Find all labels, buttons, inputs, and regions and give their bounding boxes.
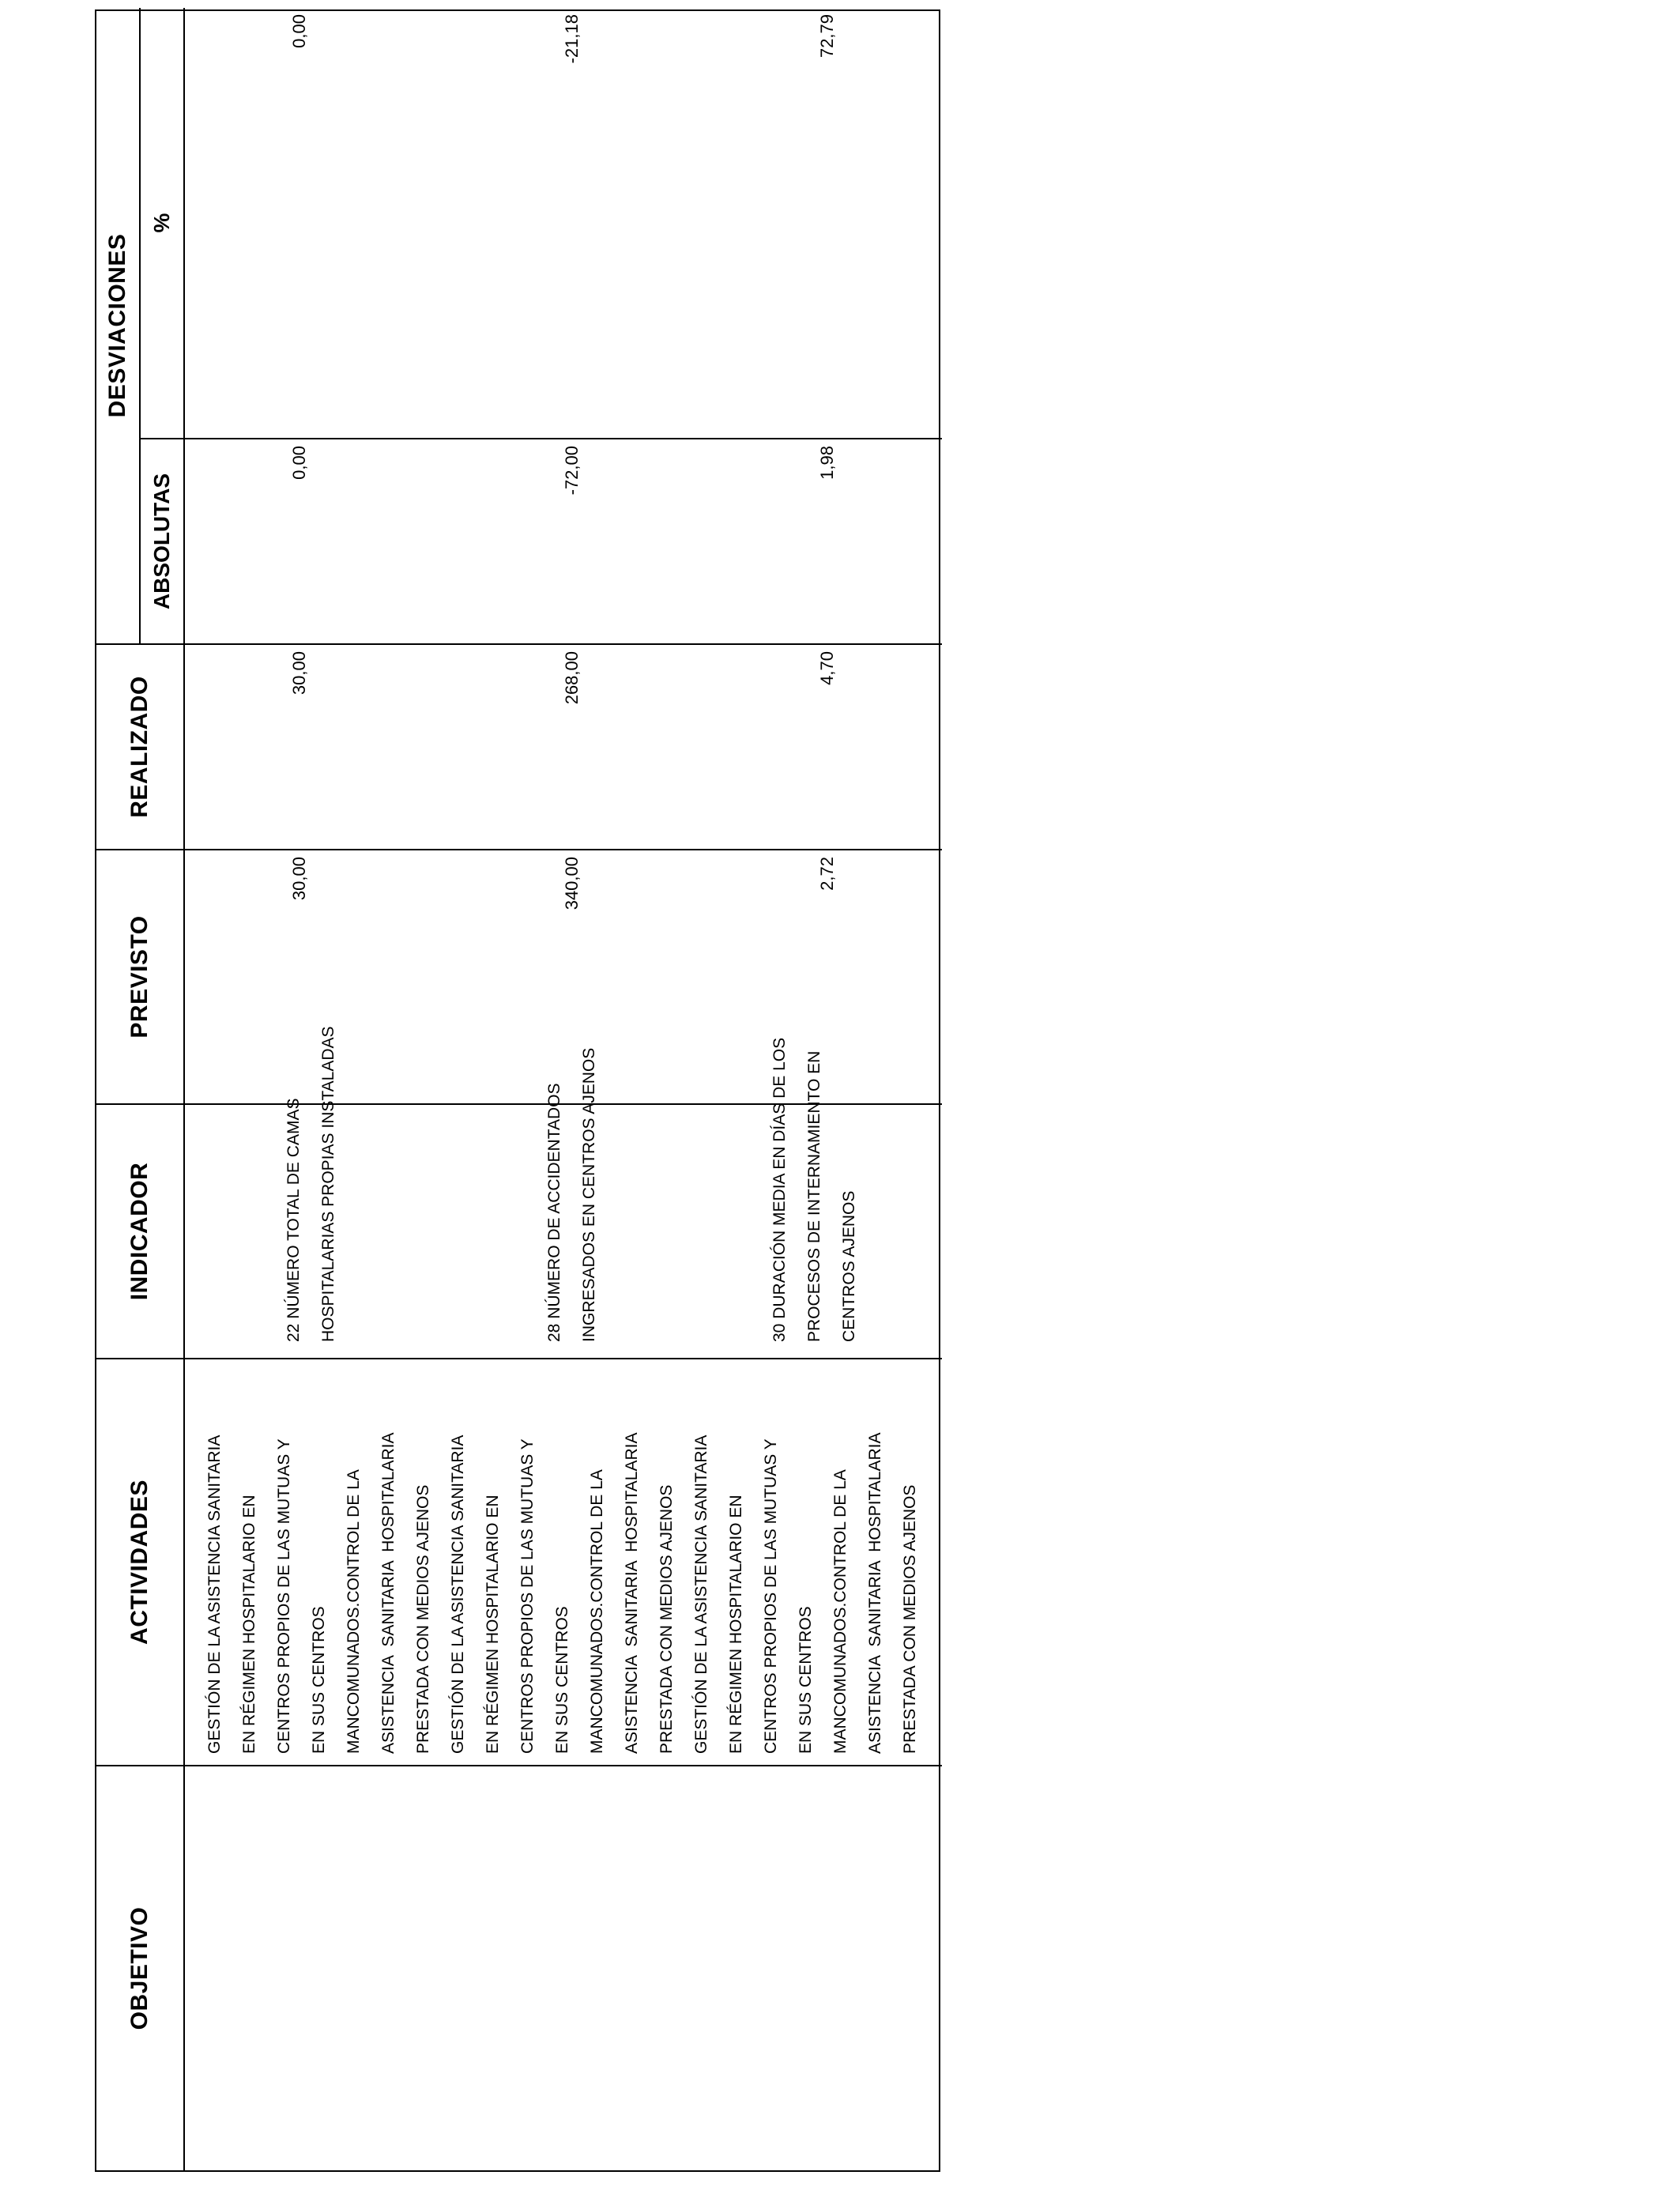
- text-line: 30 DURACIÓN MEDIA EN DÍAS DE LOS: [770, 1037, 789, 1342]
- text-line: 22 NÚMERO TOTAL DE CAMAS: [284, 1098, 303, 1342]
- text-line: MANCOMUNADOS.CONTROL DE LA: [588, 1469, 606, 1754]
- previsto-value: 340,00: [562, 857, 582, 910]
- body-realizado: [185, 643, 942, 849]
- header-indicador-label: INDICADOR: [126, 1162, 153, 1301]
- porcentaje-value: -21,18: [562, 14, 582, 64]
- text-line: PRESTADA CON MEDIOS AJENOS: [901, 1484, 919, 1754]
- header-porcentaje: [141, 8, 183, 438]
- body-porcentaje: [185, 8, 942, 438]
- actividades-text: [198, 1433, 928, 1755]
- text-line: EN RÉGIMEN HOSPITALARIO EN: [727, 1495, 745, 1754]
- header-porcentaje-label: %: [149, 213, 174, 233]
- body-desviaciones: [185, 8, 942, 643]
- header-actividades: [96, 1358, 185, 1765]
- text-line: ASISTENCIA SANITARIA HOSPITALARIA: [866, 1432, 884, 1754]
- porcentaje-value: 0,00: [289, 14, 309, 48]
- absolutas-value: 0,00: [289, 446, 309, 480]
- text-line: CENTROS PROPIOS DE LAS MUTUAS Y: [518, 1438, 537, 1754]
- realizado-value: 4,70: [817, 651, 837, 685]
- header-desviaciones-sub: [141, 8, 185, 643]
- rotated-table-sheet: [95, 9, 940, 2172]
- header-realizado: [96, 643, 185, 849]
- realizado-value: 30,00: [289, 651, 309, 696]
- text-line: HOSPITALARIAS PROPIAS INSTALADAS: [319, 1026, 337, 1342]
- header-previsto: [96, 849, 185, 1103]
- porcentaje-value: 72,79: [817, 14, 837, 58]
- previsto-value: 30,00: [289, 857, 309, 901]
- body-previsto: [185, 849, 942, 1103]
- header-actividades-label: ACTIVIDADES: [126, 1480, 153, 1645]
- header-previsto-label: PREVISTO: [126, 915, 153, 1039]
- text-line: GESTIÓN DE LA ASISTENCIA SANITARIA: [692, 1434, 710, 1754]
- text-line: PROCESOS DE INTERNAMIENTO EN: [805, 1050, 823, 1342]
- header-indicador: [96, 1103, 185, 1358]
- text-line: MANCOMUNADOS.CONTROL DE LA: [345, 1469, 363, 1754]
- header-desviaciones: [96, 8, 141, 643]
- text-line: MANCOMUNADOS.CONTROL DE LA: [831, 1469, 849, 1754]
- desviaciones-table: [95, 9, 940, 2172]
- absolutas-value: -72,00: [562, 446, 582, 496]
- text-line: EN SUS CENTROS: [797, 1606, 815, 1754]
- text-line: ASISTENCIA SANITARIA HOSPITALARIA: [379, 1432, 397, 1754]
- text-line: EN SUS CENTROS: [310, 1606, 328, 1754]
- text-line: GESTIÓN DE LA ASISTENCIA SANITARIA: [205, 1434, 224, 1754]
- text-line: EN SUS CENTROS: [553, 1606, 571, 1754]
- body-absolutas: [185, 438, 942, 643]
- text-line: ASISTENCIA SANITARIA HOSPITALARIA: [623, 1432, 641, 1754]
- body-actividades: [185, 1358, 942, 1765]
- realizado-value: 268,00: [562, 651, 582, 705]
- text-line: PRESTADA CON MEDIOS AJENOS: [657, 1484, 676, 1754]
- body-objetivo: [185, 1765, 942, 2170]
- header-absolutas: [141, 438, 183, 643]
- text-line: EN RÉGIMEN HOSPITALARIO EN: [484, 1495, 502, 1754]
- previsto-value: 2,72: [817, 857, 837, 891]
- text-line: PRESTADA CON MEDIOS AJENOS: [414, 1484, 432, 1754]
- text-line: GESTIÓN DE LA ASISTENCIA SANITARIA: [449, 1434, 467, 1754]
- text-line: CENTROS AJENOS: [840, 1190, 858, 1342]
- text-line: EN RÉGIMEN HOSPITALARIO EN: [240, 1495, 258, 1754]
- header-realizado-label: REALIZADO: [126, 676, 153, 818]
- text-line: 28 NÚMERO DE ACCIDENTADOS: [545, 1083, 563, 1342]
- header-objetivo: [96, 1765, 185, 2170]
- header-objetivo-label: OBJETIVO: [126, 1906, 153, 2030]
- body-indicador: [185, 1026, 942, 1358]
- header-desviaciones-label: DESVIACIONES: [104, 233, 130, 418]
- text-line: CENTROS PROPIOS DE LAS MUTUAS Y: [275, 1438, 293, 1754]
- absolutas-value: 1,98: [817, 446, 837, 480]
- text-line: INGRESADOS EN CENTROS AJENOS: [580, 1047, 598, 1342]
- text-line: CENTROS PROPIOS DE LAS MUTUAS Y: [762, 1438, 780, 1754]
- header-absolutas-label: ABSOLUTAS: [149, 473, 174, 610]
